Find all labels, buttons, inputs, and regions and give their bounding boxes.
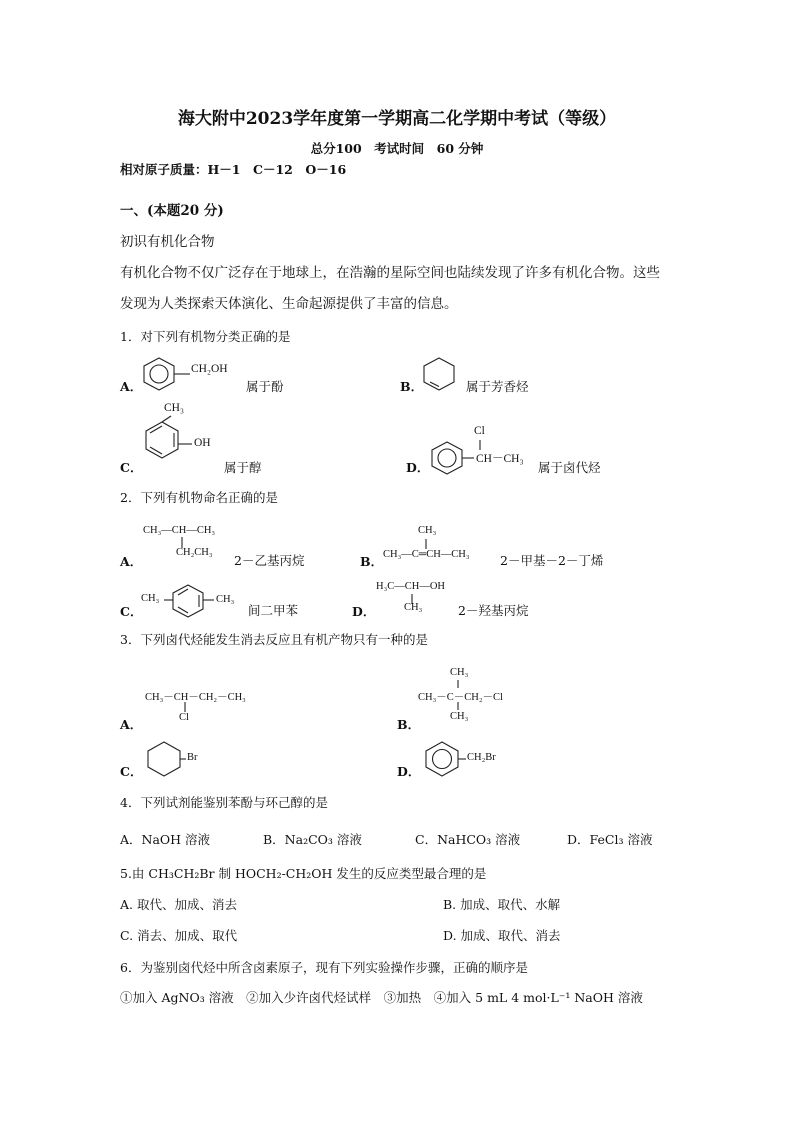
section-heading: 一、(本题20 分): [120, 203, 224, 219]
q3-c-sub: Br: [187, 752, 198, 763]
q1-option-a-label: A．: [120, 379, 143, 394]
q4-option-c: C．NaHCO₃ 溶液: [415, 832, 521, 847]
q1-option-b-label: B．: [400, 379, 424, 394]
q1-b-desc: 属于芳香烃: [466, 379, 529, 394]
q2-option-c-label: C．: [120, 604, 143, 619]
q3-b-main: CH₃－C－CH₂－Cl: [418, 692, 503, 703]
section-topic: 初识有机化合物: [120, 234, 215, 250]
q1-c-desc: 属于醇: [224, 460, 262, 475]
intro-line-2: 发现为人类探索天体演化、生命起源提供了丰富的信息。: [120, 296, 458, 312]
q4-stem: 4．下列试剂能鉴别苯酚与环己醇的是: [120, 795, 328, 810]
q3-option-b-label: B．: [397, 717, 421, 732]
exam-info: 总分100 考试时间 60 分钟: [310, 141, 484, 156]
q2-a-line1: CH₃—CH—CH₃: [143, 525, 216, 536]
q2-b-top: CH₃: [418, 525, 437, 536]
q2-option-d-label: D．: [352, 604, 376, 619]
q1-d-sub-top: Cl: [474, 425, 485, 437]
atomic-masses: 相对原子质量：H－1 C－12 O－16: [120, 162, 347, 177]
q2-d-desc: 2－羟基丙烷: [458, 603, 529, 618]
q2-b-main: CH₃—C═CH—CH₃: [383, 549, 470, 560]
q1-stem: 1．对下列有机物分类正确的是: [120, 329, 291, 344]
q6-steps: ①加入 AgNO₃ 溶液 ②加入少许卤代烃试样 ③加热 ④加入 5 mL 4 mol·L⁻¹ NaOH 溶液: [120, 990, 643, 1005]
q4-option-a: A．NaOH 溶液: [120, 832, 211, 847]
q2-d-line2: CH₃: [404, 602, 423, 613]
q3-stem: 3．下列卤代烃能发生消去反应且有机产物只有一种的是: [120, 632, 428, 647]
q2-option-b-label: B．: [360, 554, 384, 569]
q2-c-left: CH₃: [141, 593, 160, 604]
q3-option-a-label: A．: [120, 717, 143, 732]
q3-a-line2: Cl: [179, 712, 189, 723]
q2-stem: 2．下列有机物命名正确的是: [120, 490, 278, 505]
q2-c-right: CH₃: [216, 594, 235, 605]
page-title: 海大附中2023学年度第一学期高二化学期中考试（等级）: [177, 109, 617, 129]
q2-b-desc: 2－甲基－2－丁烯: [500, 553, 604, 568]
q1-option-c-label: C．: [120, 460, 143, 475]
q5-option-b: B. 加成、取代、水解: [443, 897, 561, 912]
q5-option-a: A. 取代、加成、消去: [120, 897, 237, 912]
q4-option-d: D．FeCl₃ 溶液: [567, 832, 653, 847]
q4-option-b: B．Na₂CO₃ 溶液: [263, 832, 362, 847]
q1-d-desc: 属于卤代烃: [538, 460, 601, 475]
q1-option-d-label: D．: [406, 460, 430, 475]
q1-c-sub-right: OH: [194, 437, 211, 449]
q3-b-bottom: CH₃: [450, 711, 469, 722]
q3-option-c-label: C．: [120, 764, 143, 779]
q5-option-c: C. 消去、加成、取代: [120, 928, 238, 943]
q3-a-line1: CH₃－CH－CH₂－CH₃: [145, 692, 246, 703]
q1-c-sub-top: CH₃: [164, 402, 184, 414]
q2-a-desc: 2－乙基丙烷: [234, 553, 305, 568]
q6-stem: 6．为鉴别卤代烃中所含卤素原子，现有下列实验操作步骤，正确的顺序是: [120, 960, 528, 975]
q3-option-d-label: D．: [397, 764, 421, 779]
q5-stem: 5.由 CH₃CH₂Br 制 HOCH₂-CH₂OH 发生的反应类型最合理的是: [120, 866, 487, 881]
q2-a-line2: CH₂CH₃: [176, 547, 213, 558]
q3-d-sub: CH₂Br: [467, 752, 496, 763]
q5-option-d: D. 加成、取代、消去: [443, 928, 561, 943]
q2-c-desc: 间二甲苯: [248, 603, 299, 618]
q1-a-formula: CH₂OH: [191, 363, 228, 375]
intro-line-1: 有机化合物不仅广泛存在于地球上，在浩瀚的星际空间也陆续发现了许多有机化合物。这些: [120, 265, 660, 281]
q1-d-chain: CH－CH₃: [476, 453, 524, 465]
q3-b-top: CH₃: [450, 667, 469, 678]
cyclohexene-ring-icon: [422, 356, 462, 392]
q2-d-line1: H₃C—CH—OH: [376, 581, 445, 592]
q2-option-a-label: A．: [120, 554, 143, 569]
q1-a-desc: 属于酚: [246, 379, 284, 394]
